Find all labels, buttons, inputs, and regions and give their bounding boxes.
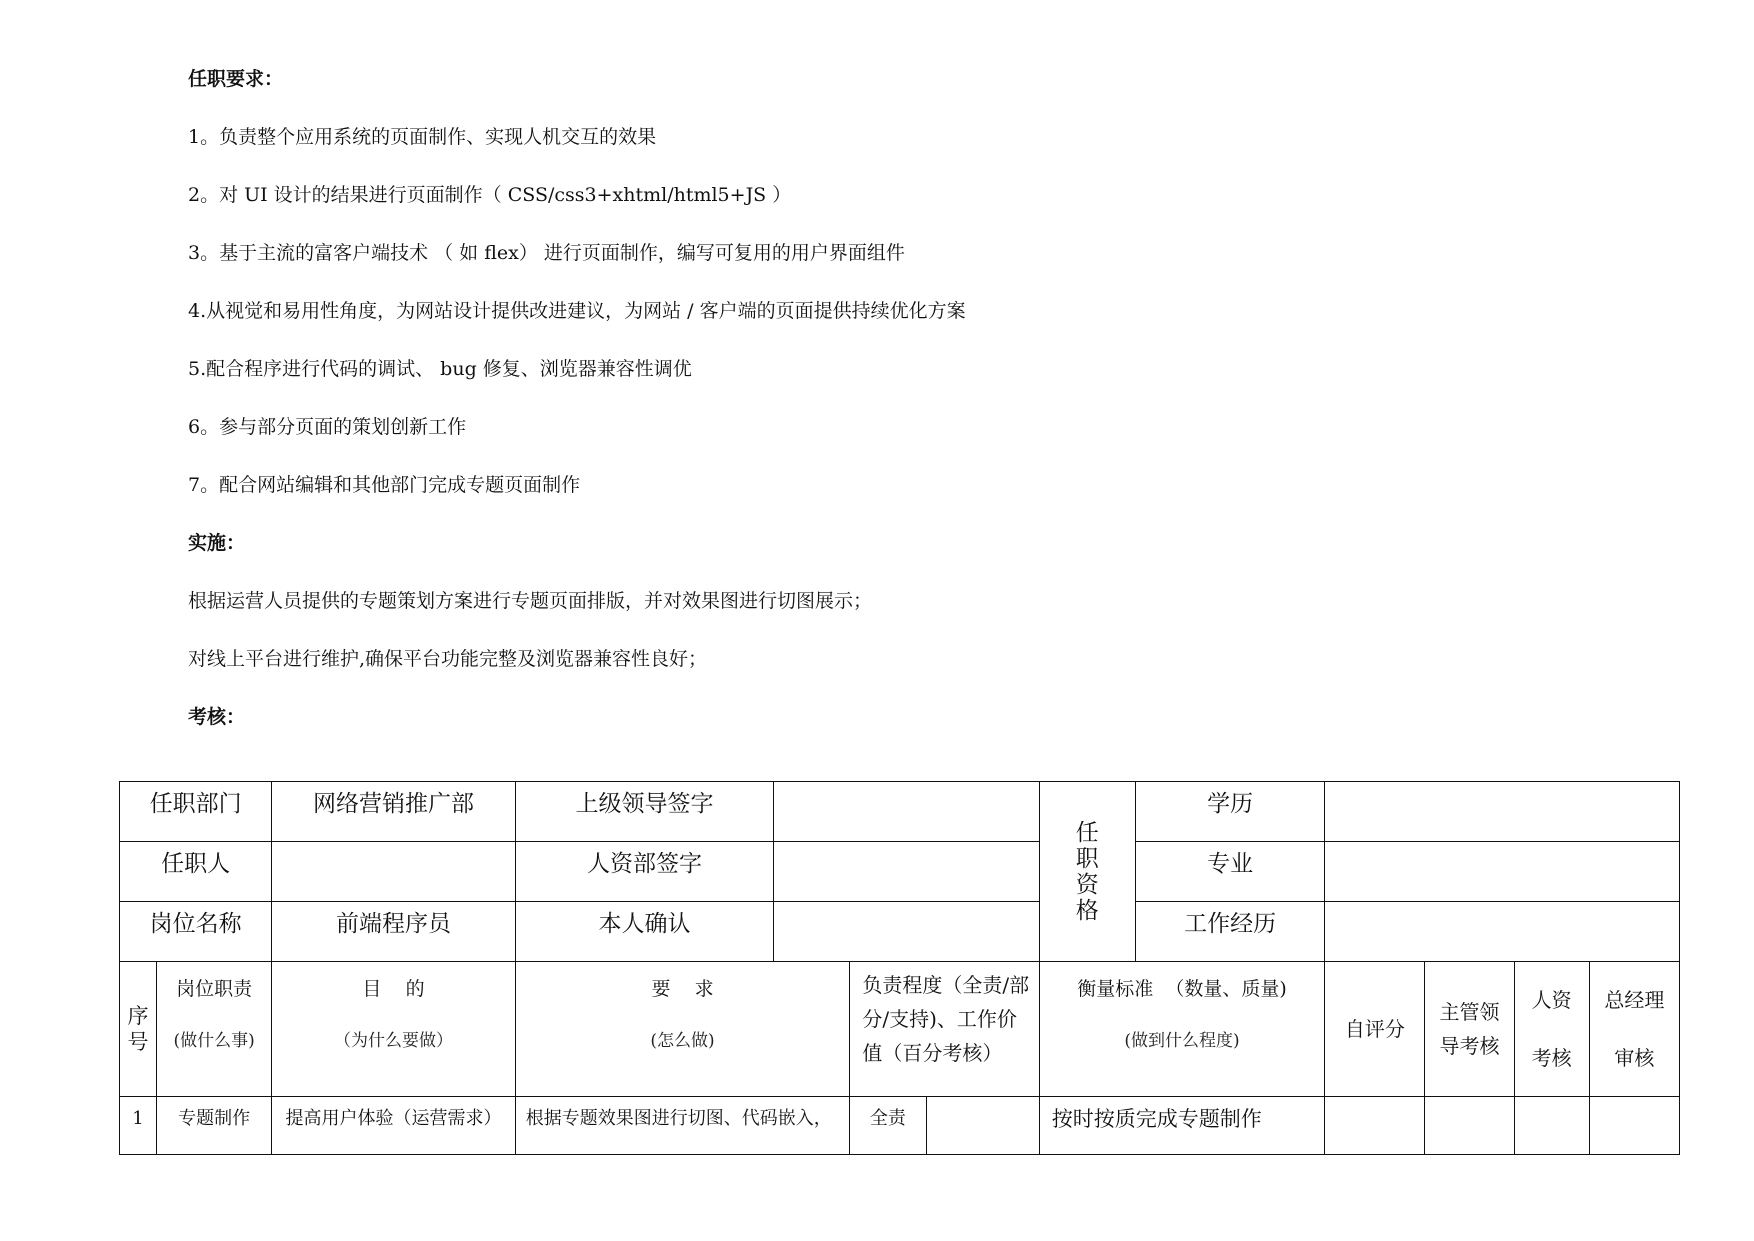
row-responsibility: 全责 [850, 1097, 926, 1155]
row-supervisor[interactable] [1425, 1097, 1514, 1155]
job-assessment-form [119, 781, 1680, 1155]
implementation-item: 对线上平台进行维护,确保平台功能完整及浏览器兼容性良好； [188, 648, 708, 670]
gm-header: 总经理审核 [1589, 962, 1679, 1097]
row-duty: 专题制作 [157, 1097, 272, 1155]
requirement-item: 5.配合程序进行代码的调试、 bug 修复、浏览器兼容性调优 [188, 358, 692, 380]
row-self-score[interactable] [1325, 1097, 1425, 1155]
major-label: 专业 [1135, 842, 1324, 902]
supervisor-header: 主管领导考核 [1425, 962, 1514, 1097]
requirement-item: 4.从视觉和易用性角度，为网站设计提供改进建议，为网站 / 客户端的页面提供持续优化方案 [188, 300, 966, 322]
self-score-header: 自评分 [1325, 962, 1425, 1097]
duties-header-row [120, 962, 1680, 1097]
self-confirm-label: 本人确认 [515, 902, 773, 962]
row-purpose: 提高用户体验（运营需求） [272, 1097, 515, 1155]
implementation-item: 根据运营人员提供的专题策划方案进行专题页面排版，并对效果图进行切图展示； [188, 590, 873, 612]
standard-header: 衡量标准 （数量、质量) (做到什么程度) [1039, 962, 1325, 1097]
info-row-dept [120, 782, 1680, 842]
hr-sign-field[interactable] [774, 842, 1040, 902]
purpose-header: 目 的 （为什么要做） [272, 962, 515, 1097]
implementation-heading: 实施： [188, 532, 246, 554]
table-row [120, 1097, 1680, 1155]
dept-label: 任职部门 [120, 782, 272, 842]
hr-header: 人资考核 [1514, 962, 1589, 1097]
responsibility-header: 负责程度（全责/部分/支持)、工作价值（百分考核） [850, 962, 1039, 1097]
person-label: 任职人 [120, 842, 272, 902]
info-row-position [120, 902, 1680, 962]
education-label: 学历 [1135, 782, 1324, 842]
person-field[interactable] [272, 842, 515, 902]
row-requirement: 根据专题效果图进行切图、代码嵌入， [515, 1097, 850, 1155]
requirement-item: 7。配合网站编辑和其他部门完成专题页面制作 [188, 474, 581, 496]
requirement-header: 要 求 (怎么做) [515, 962, 850, 1097]
self-confirm-field[interactable] [774, 902, 1040, 962]
work-exp-field[interactable] [1325, 902, 1680, 962]
duty-header: 岗位职责 (做什么事) [157, 962, 272, 1097]
work-exp-label: 工作经历 [1135, 902, 1324, 962]
qualification-label: 任职资格 [1039, 782, 1135, 962]
row-gm[interactable] [1589, 1097, 1679, 1155]
superior-sign-label: 上级领导签字 [515, 782, 773, 842]
superior-sign-field[interactable] [774, 782, 1040, 842]
position-label: 岗位名称 [120, 902, 272, 962]
row-value[interactable] [926, 1097, 1039, 1155]
hr-sign-label: 人资部签字 [515, 842, 773, 902]
requirement-item: 6。参与部分页面的策划创新工作 [188, 416, 467, 438]
requirement-item: 2。对 UI 设计的结果进行页面制作（ CSS/css3+xhtml/html5+JS ） [188, 184, 792, 206]
row-seq: 1 [120, 1097, 157, 1155]
education-field[interactable] [1325, 782, 1680, 842]
requirement-item: 1。负责整个应用系统的页面制作、实现人机交互的效果 [188, 126, 657, 148]
requirements-heading: 任职要求： [188, 68, 284, 90]
requirement-item: 3。基于主流的富客户端技术 （ 如 flex） 进行页面制作，编写可复用的用户界面组件 [188, 242, 905, 264]
info-row-person [120, 842, 1680, 902]
seq-header: 序号 [120, 962, 157, 1097]
assessment-heading: 考核： [188, 706, 246, 728]
row-standard: 按时按质完成专题制作 [1039, 1097, 1325, 1155]
dept-value[interactable]: 网络营销推广部 [272, 782, 515, 842]
major-field[interactable] [1325, 842, 1680, 902]
position-value[interactable]: 前端程序员 [272, 902, 515, 962]
row-hr[interactable] [1514, 1097, 1589, 1155]
